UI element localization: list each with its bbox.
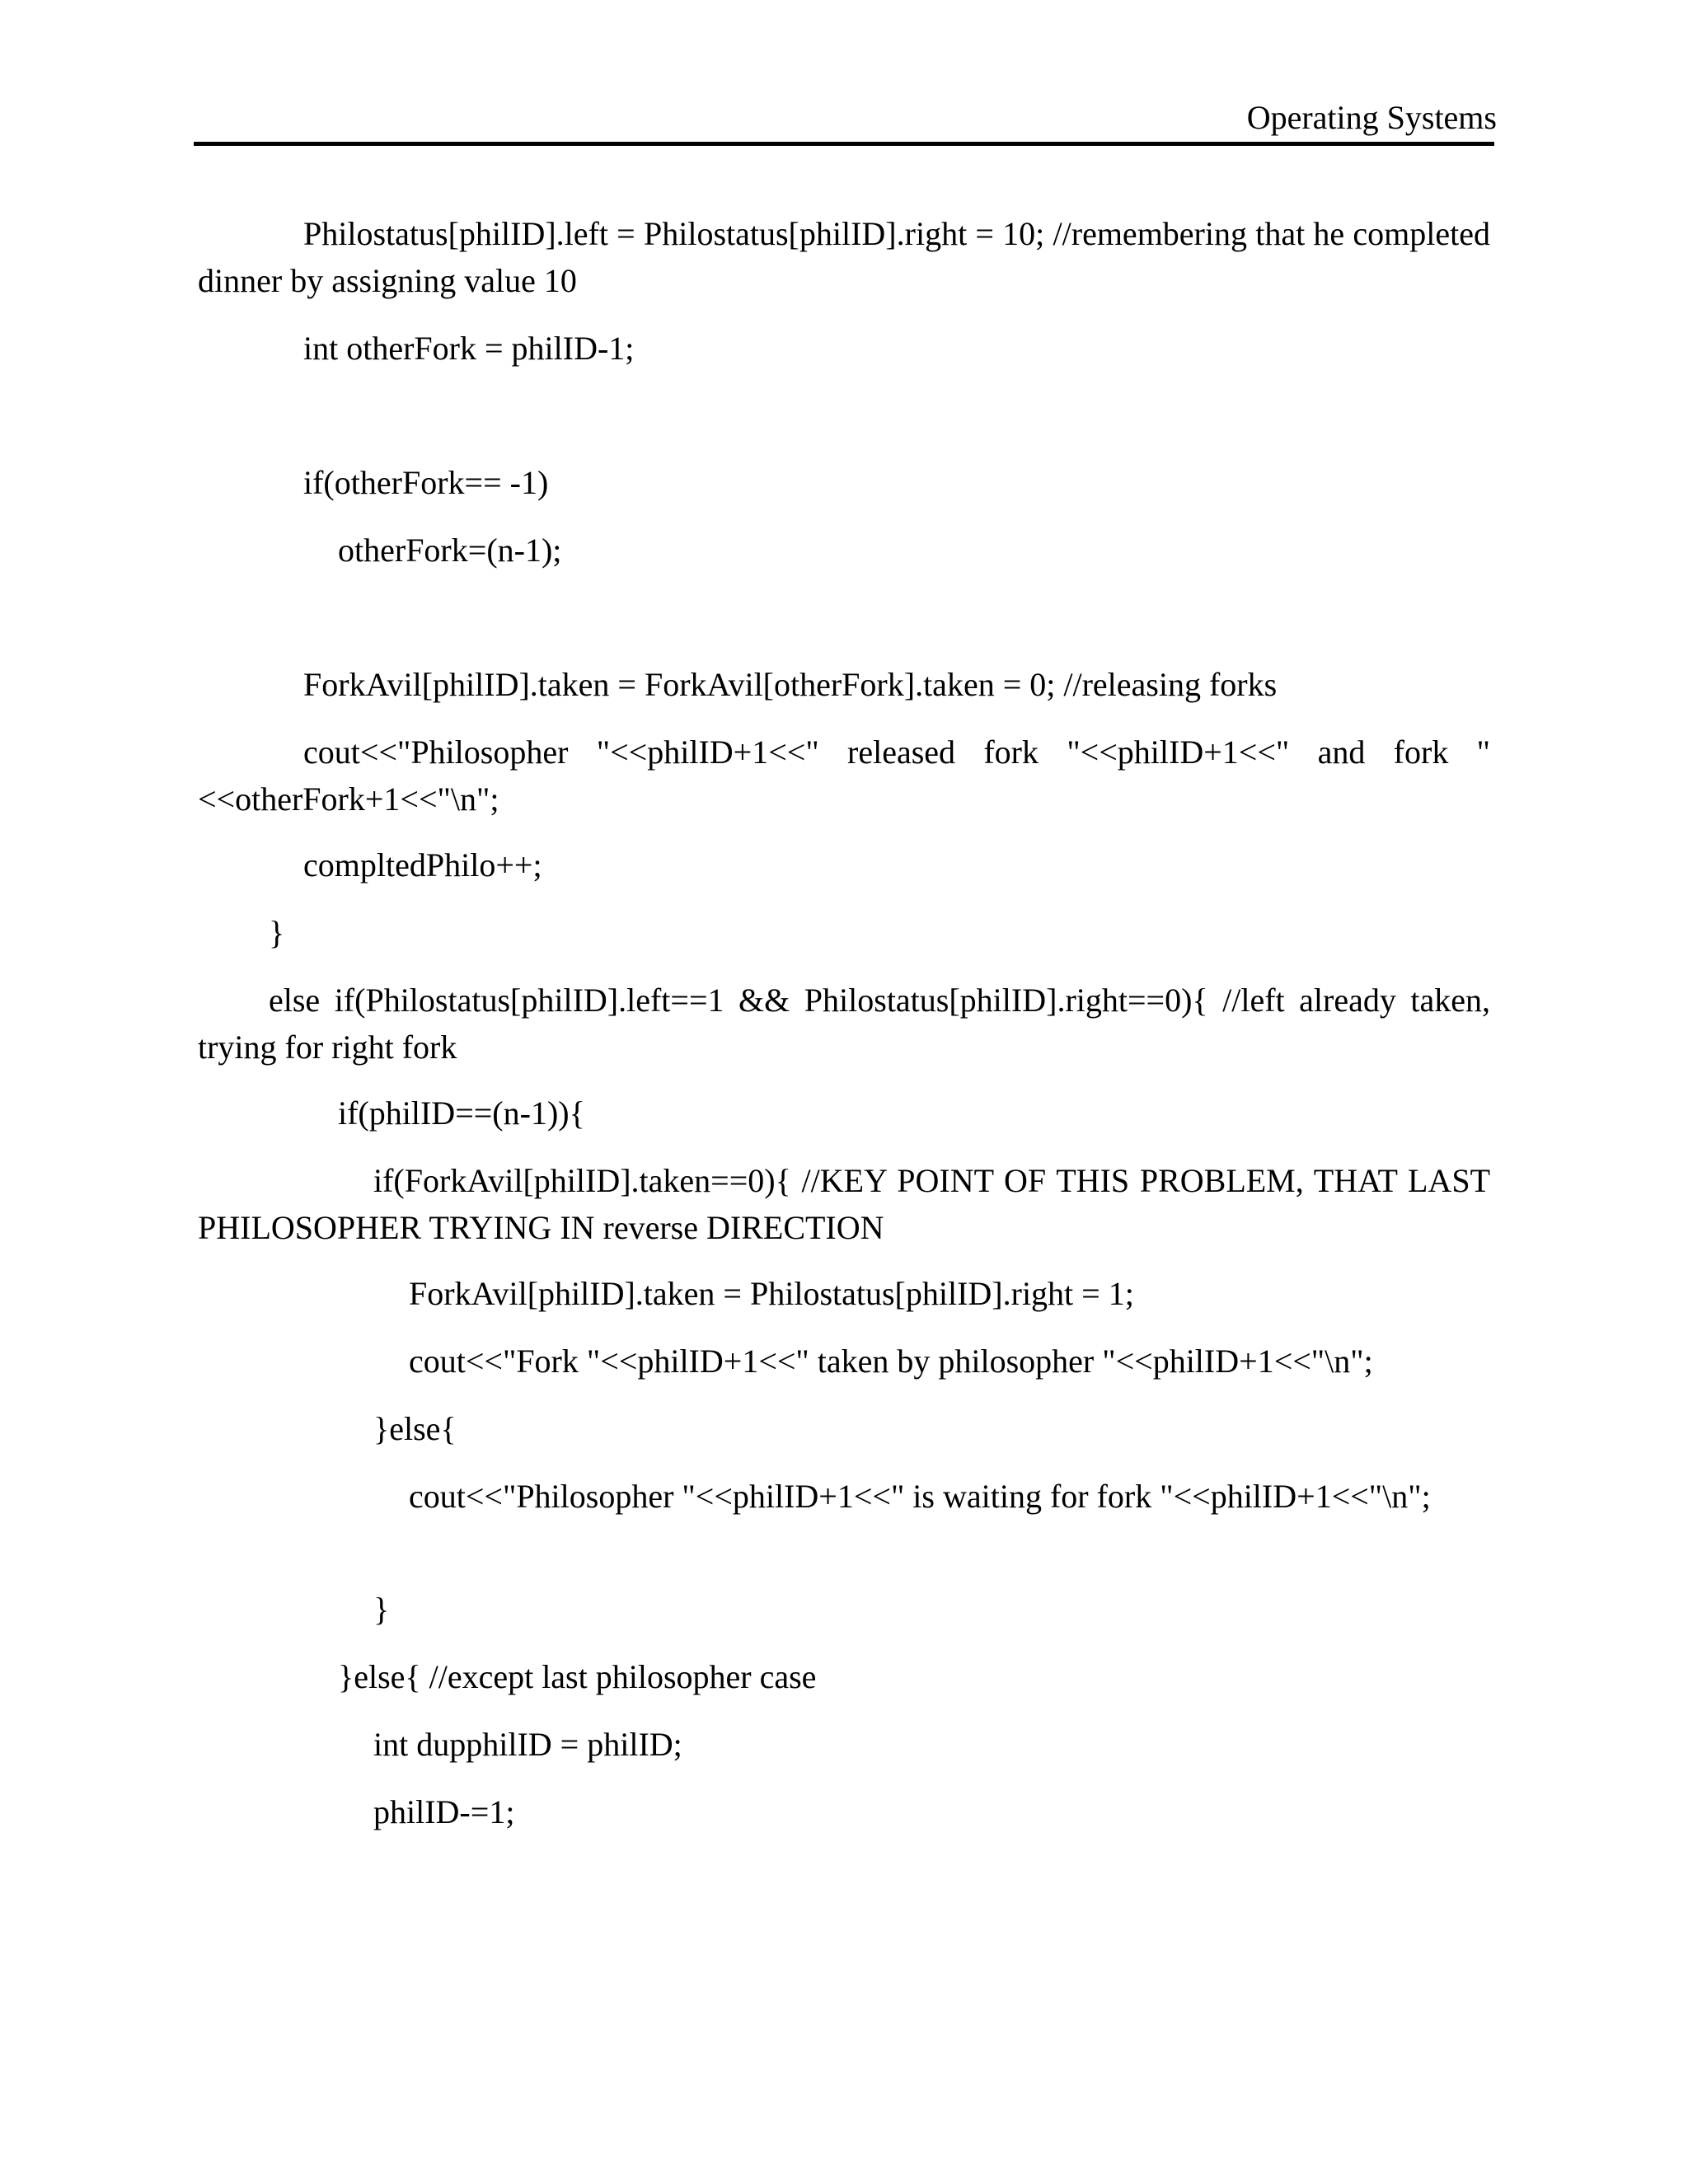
header-rule xyxy=(194,142,1494,146)
code-line-else-open: }else{ xyxy=(373,1410,457,1447)
code-line-close-brace-1: } xyxy=(269,914,285,951)
code-line-release-forks: ForkAvil[philID].taken = ForkAvil[otherFork].taken = 0; //releasing forks xyxy=(303,666,1278,703)
running-header-title: Operating Systems xyxy=(1246,99,1497,136)
code-line-cout-released: cout<<"Philosopher "<<philID+1<<" released fork "<<philID+1<<" and fork "<<otherFork+1<<"\n"; xyxy=(198,733,1490,818)
code-line-close-brace-2: } xyxy=(373,1591,390,1628)
code-line-cout-waiting: cout<<"Philosopher "<<philID+1<<" is waiting for fork "<<philID+1<<"\n"; xyxy=(409,1478,1431,1515)
code-line-else-if-left-taken: else if(Philostatus[philID].left==1 && Philostatus[philID].right==0){ //left already taken, trying for right fork xyxy=(198,982,1490,1066)
code-line-phil-id-decrement: philID-=1; xyxy=(373,1793,515,1830)
code-line-other-fork-assign: otherFork=(n-1); xyxy=(338,532,562,569)
code-line-if-other-fork: if(otherFork== -1) xyxy=(303,464,549,501)
code-line-other-fork-decl: int otherFork = philID-1; xyxy=(303,330,635,367)
code-line-if-last-phil: if(philID==(n-1)){ xyxy=(338,1094,585,1132)
code-line-if-fork-free: if(ForkAvil[philID].taken==0){ //KEY POINT OF THIS PROBLEM, THAT LAST PHILOSOPHER TRYING IN reverse DIRECTION xyxy=(198,1162,1490,1246)
code-line-else-except-last: }else{ //except last philosopher case xyxy=(338,1658,817,1695)
code-line-cout-taken: cout<<"Fork "<<philID+1<<" taken by philosopher "<<philID+1<<"\n"; xyxy=(409,1343,1373,1380)
code-line-remember-completed: Philostatus[philID].left = Philostatus[philID].right = 10; //remembering that he completed dinner by assigning value 10 xyxy=(198,215,1490,299)
code-line-take-fork: ForkAvil[philID].taken = Philostatus[philID].right = 1; xyxy=(409,1275,1134,1312)
code-line-dup-phil-id: int dupphilID = philID; xyxy=(373,1726,682,1763)
code-line-completed-increment: compltedPhilo++; xyxy=(303,846,542,883)
